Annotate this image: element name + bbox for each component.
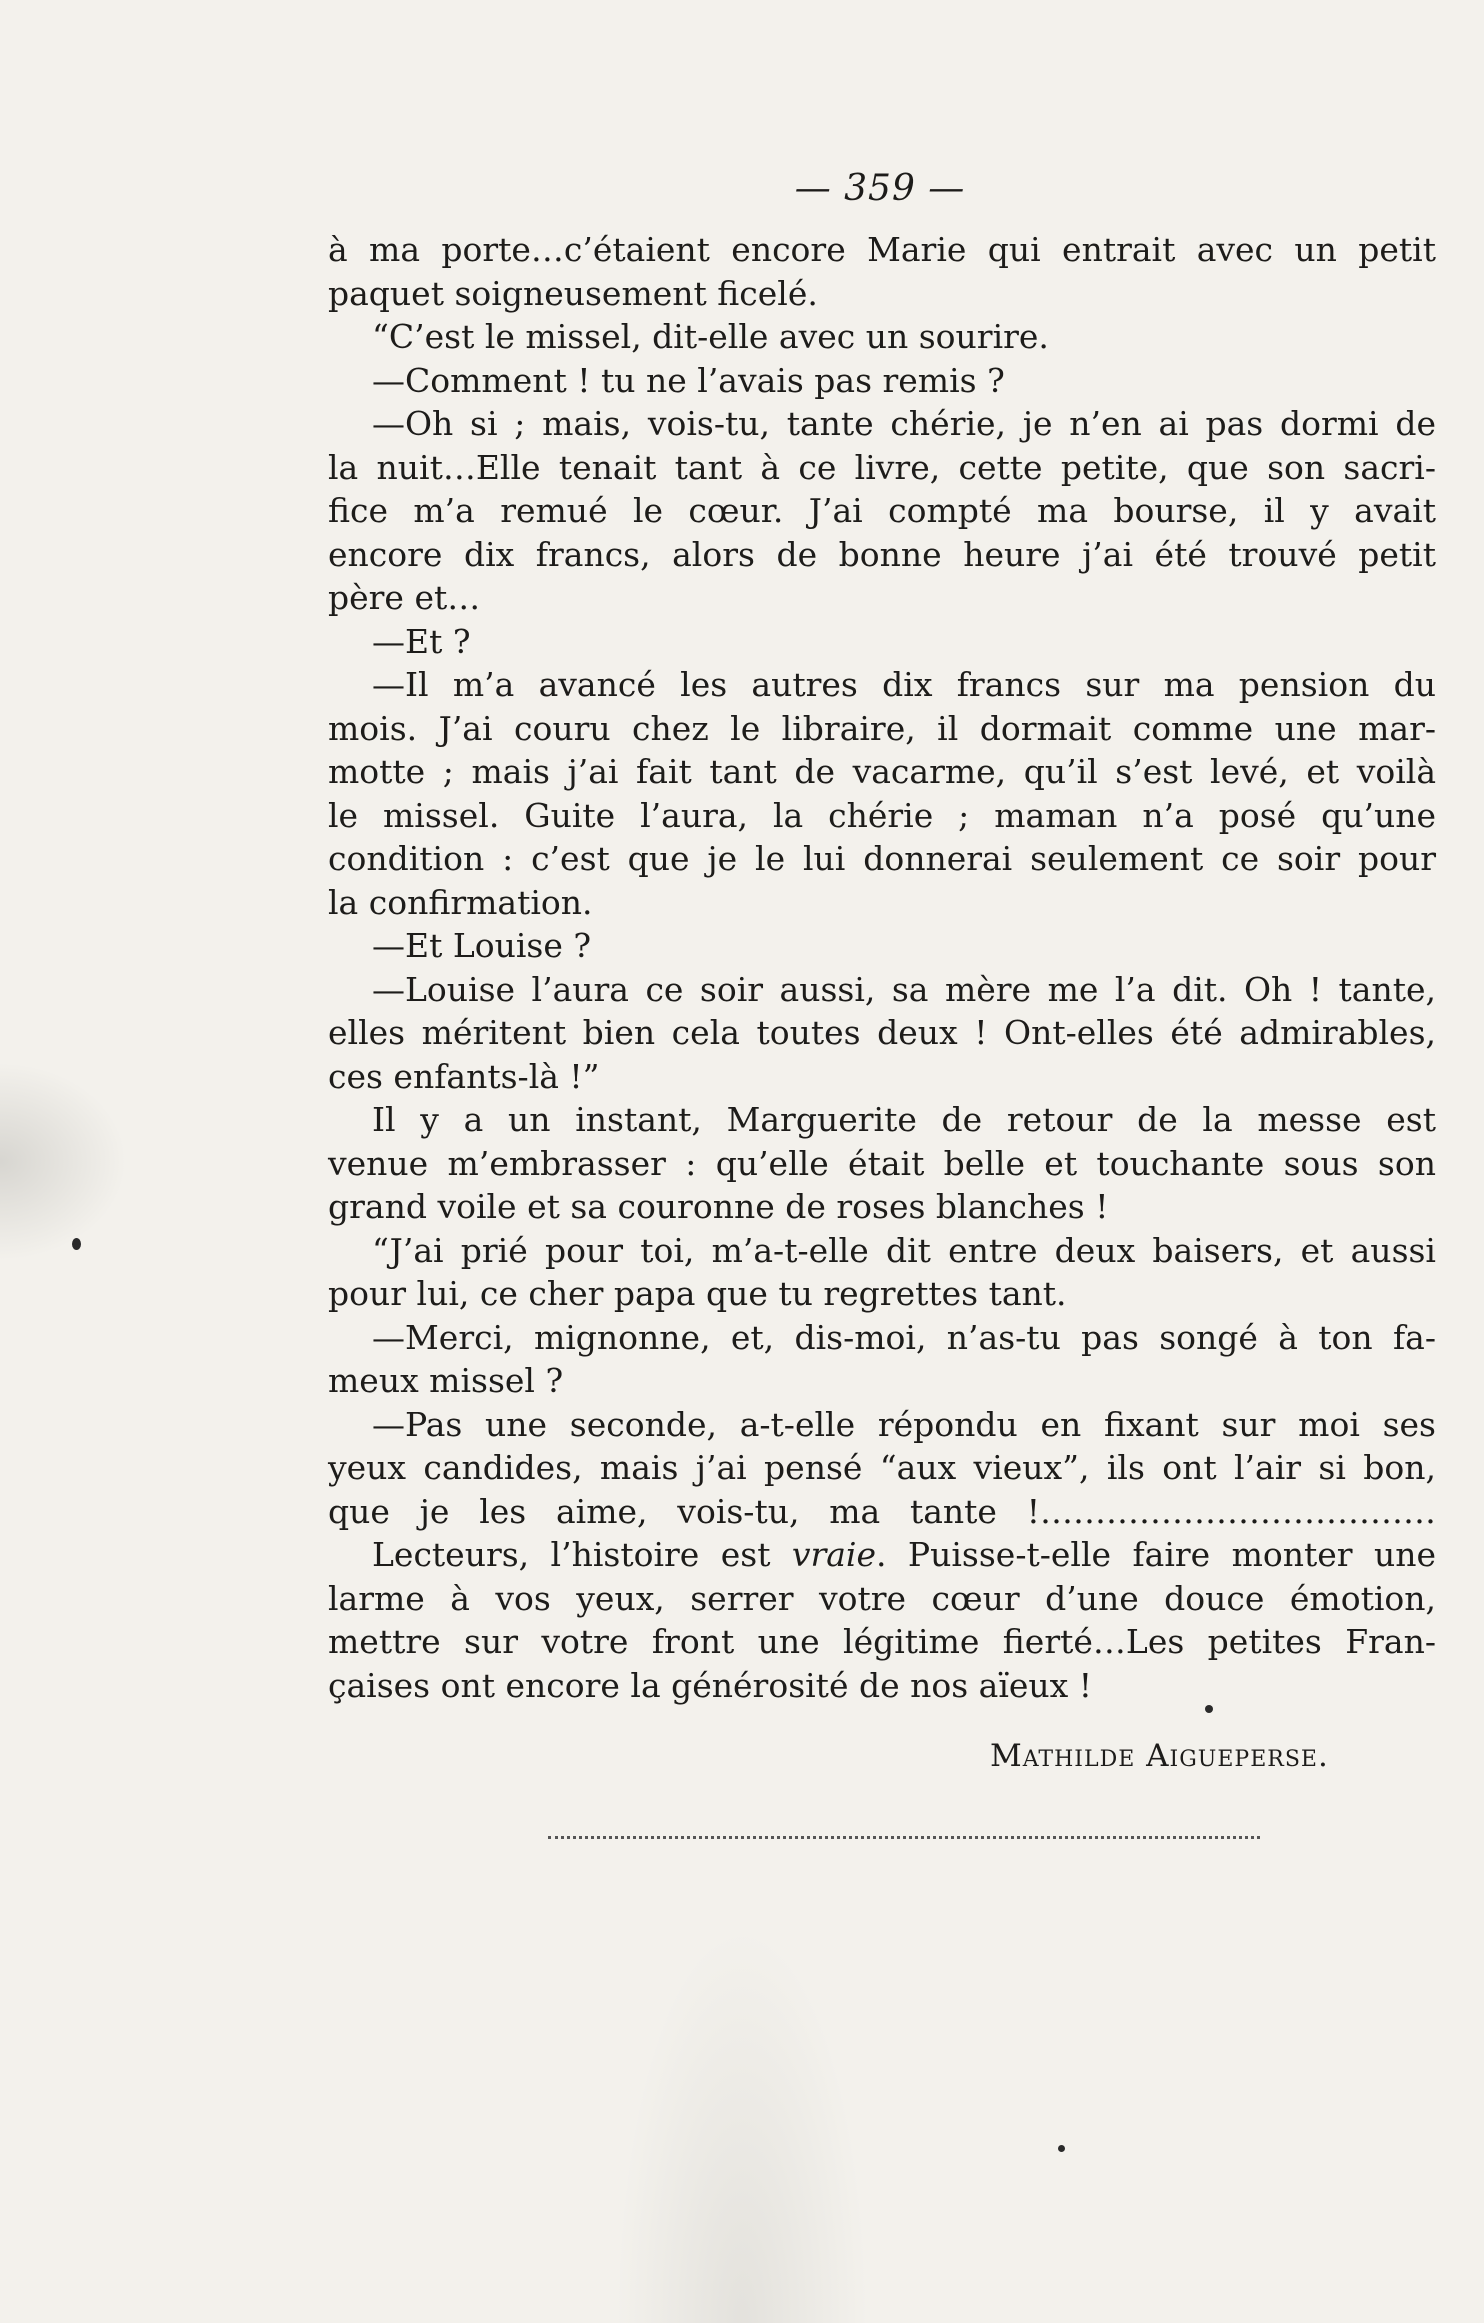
text-line: le missel. Guite l’aura, la chérie ; maman n’a posé qu’une: [328, 795, 1436, 835]
text-line: condition : c’est que je le lui donnerai seulement ce soir pour: [328, 839, 1436, 878]
text-line: motte ; mais j’ai fait tant de vacarme, qu’il s’est levé, et voilà: [328, 752, 1436, 791]
text-line: mois. J’ai couru chez le libraire, il dormait comme une mar-: [328, 708, 1436, 748]
body-text: [328, 228, 1436, 1707]
text-line: Lecteurs, l’histoire est vraie. Puisse-t-elle faire monter une: [372, 1535, 1436, 1574]
text-line: fice m’a remué le cœur. J’ai compté ma bourse, il y avait: [328, 491, 1436, 530]
text-line: “J’ai prié pour toi, m’a-t-elle dit entre deux baisers, et aussi: [372, 1230, 1436, 1270]
page-number: — 359 —: [794, 168, 966, 209]
text-line: pour lui, ce cher papa que tu regrettes tant.: [328, 1274, 1067, 1313]
text-line: elles méritent bien cela toutes deux ! Ont-elles été admirables,: [328, 1013, 1436, 1052]
text-line: “C’est le missel, dit-elle avec un sourire.: [372, 317, 1049, 356]
text-line: que je les aime, vois-tu, ma tante !………………………………: [328, 1491, 1436, 1531]
text-line: père et…: [328, 578, 481, 617]
text-line: —Il m’a avancé les autres dix francs sur ma pension du: [372, 665, 1436, 704]
text-line: yeux candides, mais j’ai pensé “aux vieux”, ils ont l’air si bon,: [328, 1448, 1436, 1487]
text-line: —Comment ! tu ne l’avais pas remis ?: [372, 360, 1005, 400]
text-line: —Pas une seconde, a-t-elle répondu en fixant sur moi ses: [372, 1404, 1436, 1444]
end-ornament-rule: [548, 1836, 1260, 1839]
text-line: meux missel ?: [328, 1361, 564, 1400]
text-line: —Louise l’aura ce soir aussi, sa mère me l’a dit. Oh ! tante,: [372, 969, 1436, 1009]
text-line: Il y a un instant, Marguerite de retour de la messe est: [372, 1100, 1436, 1139]
text-line: çaises ont encore la générosité de nos aïeux !: [328, 1665, 1093, 1705]
author-signature: Mathilde Aigueperse.: [990, 1738, 1329, 1774]
text-line: mettre sur votre front une légitime fierté…Les petites Fran-: [328, 1622, 1436, 1661]
text-line: la confirmation.: [328, 882, 593, 922]
ink-speck: [1205, 1705, 1213, 1713]
text-line: venue m’embrasser : qu’elle était belle et touchante sous son: [328, 1143, 1436, 1183]
text-line: à ma porte…c’étaient encore Marie qui entrait avec un petit: [328, 230, 1436, 269]
text-line: paquet soigneusement ficelé.: [328, 273, 818, 313]
text-line: —Et Louise ?: [372, 926, 592, 965]
text-line: —Merci, mignonne, et, dis-moi, n’as-tu pas songé à ton fa-: [372, 1317, 1436, 1357]
text-line: encore dix francs, alors de bonne heure j’ai été trouvé petit: [328, 534, 1436, 574]
ink-speck: [72, 1238, 81, 1250]
text-line: grand voile et sa couronne de roses blanches !: [328, 1187, 1109, 1226]
text-line: larme à vos yeux, serrer votre cœur d’une douce émotion,: [328, 1578, 1436, 1618]
text-line: ces enfants-là !”: [328, 1056, 600, 1096]
text-line: —Oh si ; mais, vois-tu, tante chérie, je n’en ai pas dormi de: [372, 404, 1436, 443]
text-line: la nuit…Elle tenait tant à ce livre, cette petite, que son sacri-: [328, 447, 1436, 487]
ink-speck: [1058, 2145, 1065, 2152]
text-line: —Et ?: [372, 621, 471, 661]
